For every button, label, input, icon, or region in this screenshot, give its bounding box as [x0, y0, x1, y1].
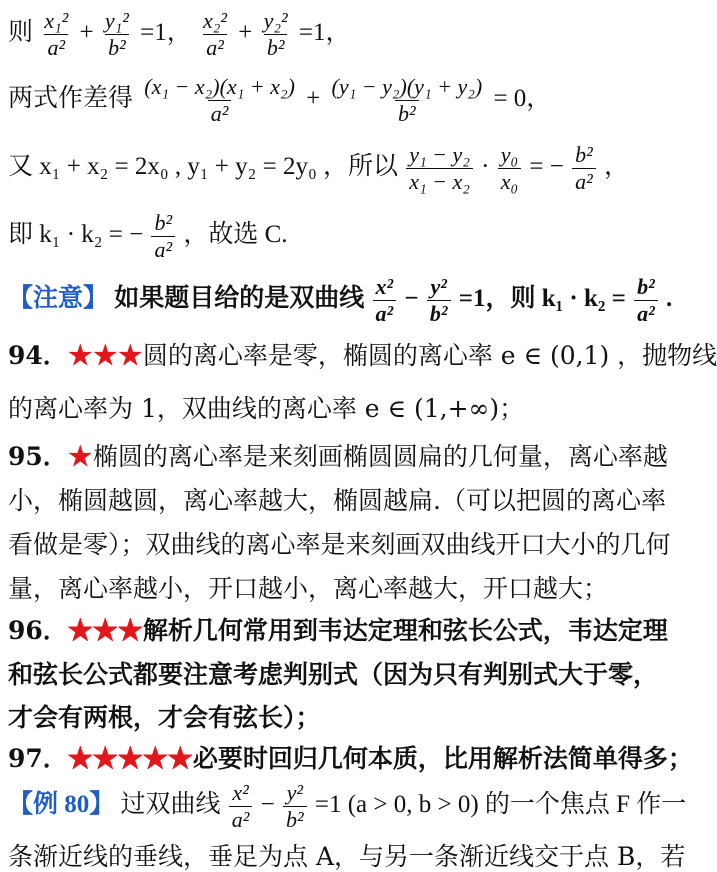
fraction-bsq-over-asq: $\frac{\text{b²}}{\text{a²}}$ — [572, 144, 596, 193]
star-rating: ★ — [67, 442, 93, 471]
fraction-y0-over-x0: $\frac{\text{y₀}}{\text{x₀}}$ — [498, 144, 521, 193]
item-97-line: 97．★★★★★必要时回归几何本质，比用解析法简单得多； — [8, 744, 693, 773]
fraction-xsq-over-asq: $\frac{\text{x²}}{\text{a²}}$ — [373, 276, 397, 325]
note-line: 【注意】 如果题目给的是双曲线 $\frac{\text{x²}}{\text{a²}}$ − $\frac{\text{y²}}{\text{b²}}$ =1，则 k₁ · k₂ = $\frac{\text{b²}}{\text{a²}}$ . — [8, 274, 673, 326]
example-tag: 【例 80】 — [8, 791, 115, 819]
fraction-x2sq-over-asq: $\frac{\text{x₂²}}{\text{a²}}$ — [203, 8, 228, 60]
fraction-ysq-over-bsq: $\frac{\text{y²}}{\text{b²}}$ — [427, 276, 451, 325]
item-number: 97． — [8, 744, 68, 773]
item-95-line-3: 看做是零）；双曲线的离心率是来刻画双曲线开口大小的几何 — [8, 530, 671, 559]
equation-line-1: 则 $\frac{\text{x₁²}}{\text{a²}}$ + $\frac{\text{y₁²}}{\text{b²}}$ =1， $\frac{\text{x₂²}}{\text{a²}}$ + $\frac{\text{y₂²}}{\text{b²}}$ =1， — [8, 8, 351, 60]
note-tag: 【注意】 — [8, 285, 109, 313]
item-95-line-2: 小，椭圆越圆，离心率越大，椭圆越扁.（可以把圆的离心率 — [8, 486, 666, 515]
fraction-slope: $\frac{\text{y₁ − y₂}}{\text{x₁ − x₂}}$ — [406, 144, 473, 193]
item-number: 96． — [8, 616, 68, 645]
fraction-result: $\frac{\text{b²}}{\text{a²}}$ — [634, 276, 658, 325]
item-number: 95． — [8, 442, 68, 471]
fraction-bsq-over-asq-2: $\frac{\text{b²}}{\text{a²}}$ — [151, 212, 175, 261]
item-94-line-2: 的离心率为 1，双曲线的离心率 e ∈ (1,+∞)； — [8, 394, 525, 423]
item-95-line-1: 95．★椭圆的离心率是来刻画椭圆圆扁的几何量，离心率越 — [8, 442, 668, 471]
item-94-line-1: 94．★★★圆的离心率是零，椭圆的离心率 e ∈ (0,1) ，抛物线 — [8, 341, 717, 370]
fraction-xsq-over-asq-ex: $\frac{\text{x²}}{\text{a²}}$ — [229, 782, 253, 831]
fraction-x-difference: $\frac{\text{(x₁ − x₂)(x₁ + x₂)}}{\text{a²}}$ — [144, 74, 295, 126]
fraction-x1sq-over-asq: $\frac{\text{x₁²}}{\text{a²}}$ — [44, 8, 69, 60]
fraction-ysq-over-bsq-ex: $\frac{\text{y²}}{\text{b²}}$ — [283, 782, 307, 831]
fraction-y1sq-over-bsq: $\frac{\text{y₁²}}{\text{b²}}$ — [104, 8, 129, 60]
equation-line-3: 又 x₁ + x₂ = 2x₀ , y₁ + y₂ = 2y₀ ，所以 $\frac{\text{y₁ − y₂}}{\text{x₁ − x₂}}$ · $\frac{\text{y₀}}{\text{x₀}}$ = − $\frac{\text{b²}}{\text{a²}}$ ， — [8, 142, 629, 194]
star-rating: ★★★ — [67, 341, 143, 370]
star-rating: ★★★★★ — [67, 744, 193, 773]
fraction-y2sq-over-bsq: $\frac{\text{y₂²}}{\text{b²}}$ — [263, 8, 288, 60]
item-95-line-4: 量，离心率越小，开口越小，离心率越大，开口越大； — [8, 574, 609, 603]
item-number: 94． — [8, 341, 68, 370]
text-then: 则 — [8, 19, 34, 47]
item-96-line-1: 96．★★★解析几何常用到韦达定理和弦长公式，韦达定理 — [8, 616, 668, 645]
item-96-line-2: 和弦长公式都要注意考虑判别式（因为只有判别式大于零， — [8, 660, 659, 689]
star-rating: ★★★ — [67, 616, 143, 645]
equation-line-4: 即 k₁ · k₂ = − $\frac{\text{b²}}{\text{a²}}$ ，故选 C. — [8, 210, 288, 262]
item-96-line-3: 才会有两根，才会有弦长）； — [8, 703, 321, 732]
equation-line-2: 两式作差得 $\frac{\text{(x₁ − x₂)(x₁ + x₂)}}{\text{a²}}$ + $\frac{\text{(y₁ − y₂)(y₁ + y₂)}}{\text{b²}}$ = 0， — [8, 74, 552, 126]
example-80-line-1: 【例 80】 过双曲线 $\frac{\text{x²}}{\text{a²}}$ − $\frac{\text{y²}}{\text{b²}}$ =1 (a > 0, b > 0) 的一个焦点 F 作一 — [8, 780, 687, 832]
fraction-y-difference: $\frac{\text{(y₁ − y₂)(y₁ + y₂)}}{\text{b²}}$ — [331, 74, 483, 126]
example-80-line-2: 条渐近线的垂线，垂足为点 A，与另一条渐近线交于点 B，若 — [8, 842, 686, 871]
